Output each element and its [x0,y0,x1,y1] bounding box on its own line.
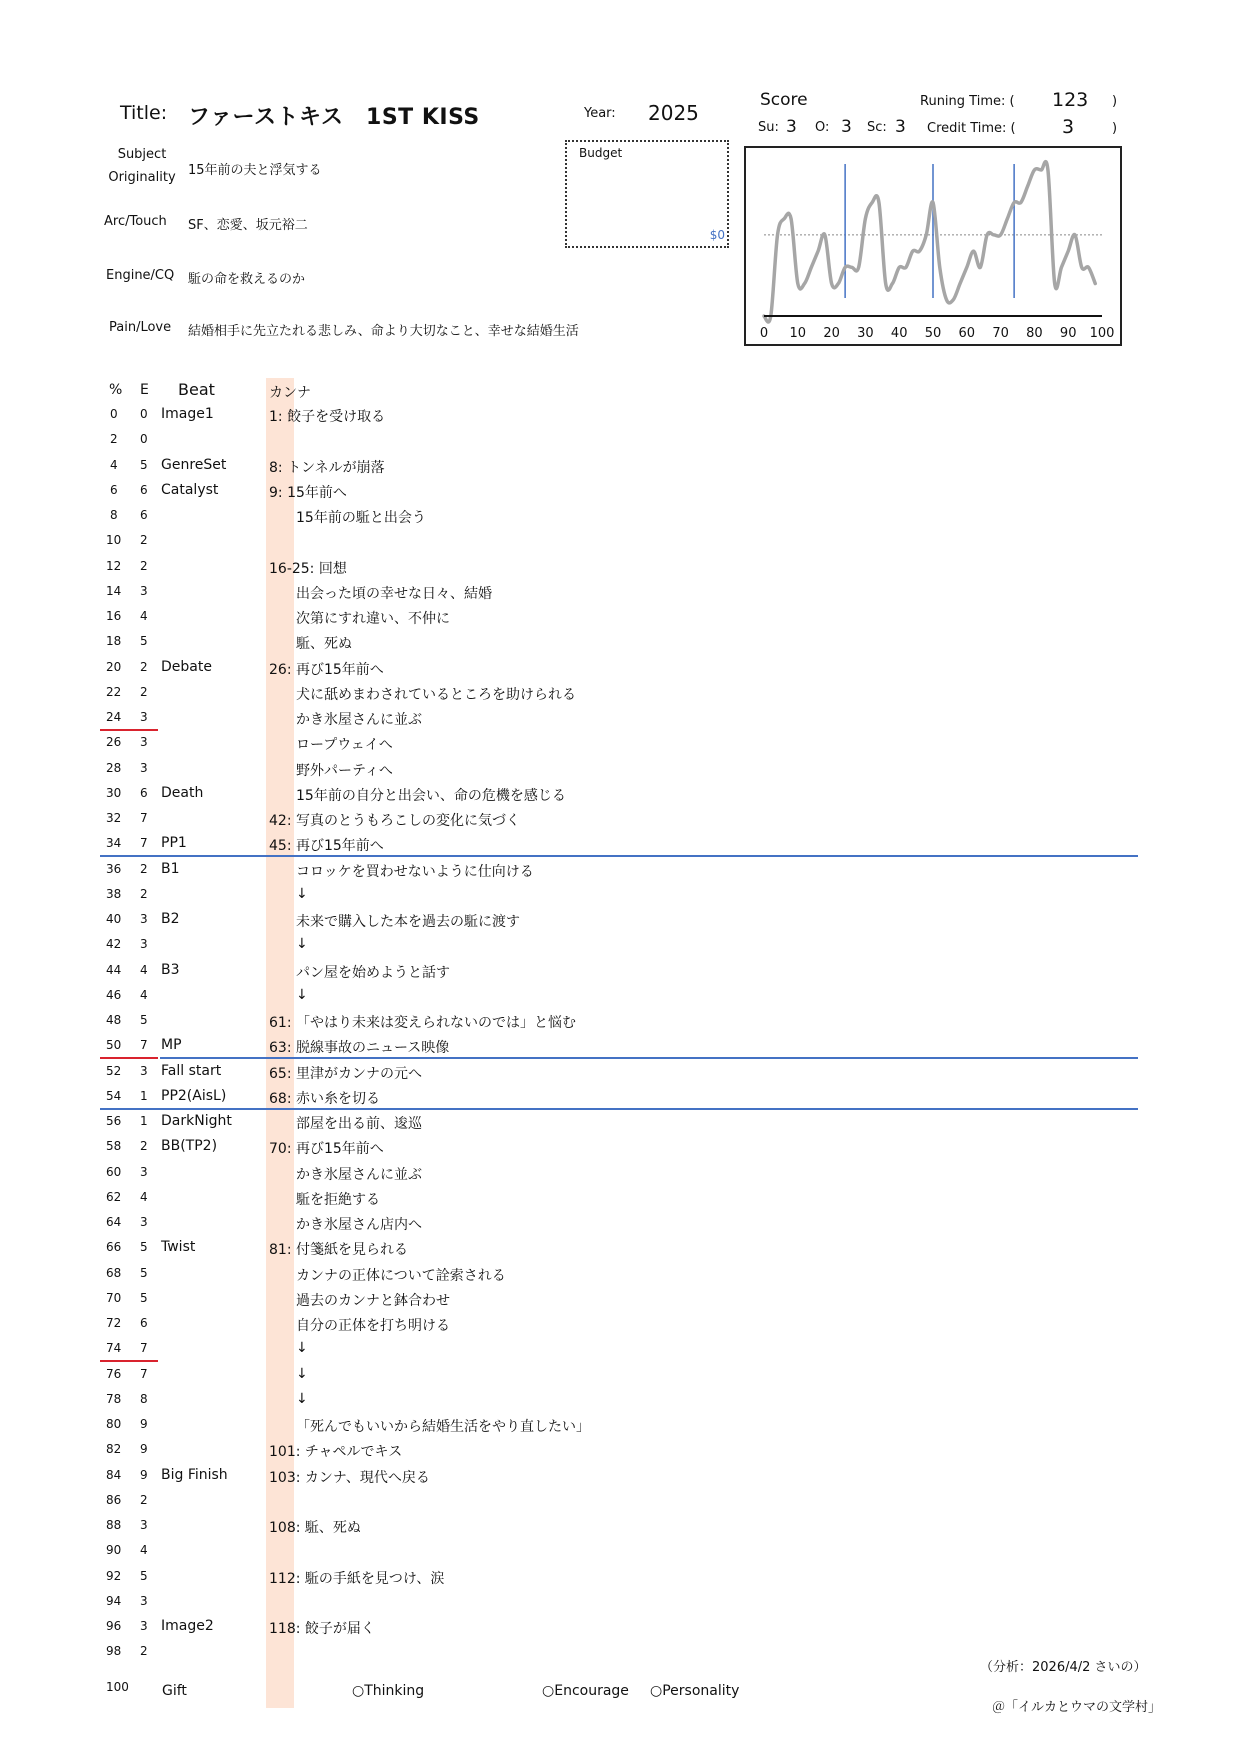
row-event: 63: 脱線事故のニュース映像 [269,1040,450,1057]
row-e: 3 [140,1063,148,1078]
row-e: 5 [140,1568,148,1583]
row-e: 9 [140,1442,148,1457]
row-e: 3 [140,1619,148,1633]
x-tick-label: 100 [1089,326,1115,341]
row-event: ↓ [296,936,308,953]
page-title: ファーストキス 1ST KISS [188,105,480,130]
row-e: 2 [140,1644,148,1659]
row-pct: 20 [106,659,122,674]
x-tick-label: 90 [1059,326,1077,341]
row-e: 2 [140,533,148,548]
row-pct: 54 [106,1088,122,1103]
emotion-chart-svg [746,148,1120,344]
section-divider [100,855,1138,857]
row-e: 4 [140,1189,148,1204]
row-event: 45: 再び15年前へ [269,838,384,855]
row-pct: 40 [106,912,122,926]
option-personality[interactable] [650,1683,739,1699]
row-pct: 78 [106,1391,122,1406]
row-pct: 34 [106,836,122,851]
year-value: 2025 [648,101,699,125]
row-pct: 46 [106,987,122,1002]
row-pct: 42 [106,937,122,952]
row-pct: 76 [106,1366,122,1381]
row-e: 7 [140,1341,148,1356]
x-tick-label: 20 [823,326,840,341]
section-divider [100,1057,158,1059]
row-e: 5 [140,1290,148,1305]
row-e: 2 [140,861,148,876]
pain-label: Pain/Love [109,320,172,335]
option-personality-label: Personality [662,1683,740,1699]
row-e: 7 [140,811,148,825]
budget-box [565,140,729,248]
row-event: 15年前の駈と出会う [296,510,426,526]
x-tick-label: 50 [924,326,942,341]
row-pct: 88 [106,1518,122,1532]
row-event: 42: 写真のとうもろこしの変化に気づく [269,813,520,829]
credit-time-value: 3 [1062,116,1075,138]
row-event: 部屋を出る前、逡巡 [296,1116,422,1132]
row-pct: 0 [110,407,118,421]
o-label: O: [815,120,830,135]
row-pct: 48 [106,1013,122,1027]
row-pct: 58 [106,1139,122,1154]
row-beat: BB(TP2) [161,1138,218,1155]
option-thinking-label: Thinking [364,1683,425,1699]
x-tick-label: 60 [958,326,976,341]
subject-value: 15年前の夫と浮気する [188,163,322,178]
row-pct: 30 [106,785,122,800]
row-e: 4 [140,1543,148,1558]
running-time-label: Runing Time: ( [920,94,1015,109]
row-event: 61: 「やはり未来は変えられないのでは」と悩む [269,1015,576,1031]
row-event: ロープウェイへ [296,737,393,754]
row-e: 3 [140,710,148,724]
credit-note: ＠「イルカとウマの文学村」 [992,1700,1162,1715]
row-event: ↓ [296,1390,308,1407]
row-pct: 10 [106,533,122,548]
row-pct: 82 [106,1442,122,1457]
row-pct: 22 [106,684,122,699]
option-encourage[interactable] [542,1683,629,1699]
row-event: コロッケを買わせないように仕向ける [296,863,534,880]
x-tick-label: 10 [789,326,807,341]
row-e: 7 [140,1366,148,1381]
row-pct: 32 [106,811,122,825]
subject-label-line1: Subject [117,147,167,162]
radio-personality-icon: ○ [650,1683,663,1699]
row-event: カンナの正体について詮索される [296,1267,506,1284]
row-pct: 64 [106,1215,122,1229]
row-e: 8 [140,1391,148,1406]
row-event: ↓ [296,1340,308,1357]
x-tick-label: 40 [890,326,908,341]
row-pct: 8 [110,508,118,522]
row-beat: Death [161,784,204,801]
radio-encourage-icon: ○ [542,1683,555,1699]
row-pct: 52 [106,1063,122,1078]
row-beat: B3 [161,961,180,978]
row-pct: 14 [106,583,122,598]
row-event: 野外パーティへ [296,762,393,779]
row-pct: 90 [106,1543,122,1558]
row-event: かき氷屋さんに並ぶ [296,1166,422,1183]
row-e: 0 [140,407,148,421]
sc-label: Sc: [867,120,887,135]
row-beat: Fall start [161,1062,222,1079]
row-event: 81: 付箋紙を見られる [269,1242,408,1259]
arc-label: Arc/Touch [104,214,167,229]
row-e: 3 [140,937,148,952]
row-pct: 80 [106,1417,122,1431]
section-divider [160,1057,1138,1059]
row-event: 103: カンナ、現代へ戻る [269,1469,430,1486]
row-e: 2 [140,1492,148,1507]
row-e: 2 [140,558,148,573]
row-e: 6 [140,785,148,800]
row-pct: 2 [110,432,118,447]
su-label: Su: [758,120,779,135]
row-e: 9 [140,1417,148,1431]
x-tick-label: 30 [857,326,874,341]
row-e: 4 [140,609,148,623]
analysis-note: （分析：2026/4/2 さいの） [980,1660,1147,1675]
row-pct: 96 [106,1619,122,1633]
row-event: 16-25: 回想 [269,560,347,577]
row-e: 5 [140,1265,148,1280]
row-event: 26: 再び15年前へ [269,661,384,678]
title-label: Title: [120,102,168,124]
o-value: 3 [841,117,852,137]
row-event: 108: 駈、死ぬ [269,1520,361,1536]
row-event: 駈を拒絶する [296,1191,380,1208]
row-event: ↓ [296,986,308,1003]
row-e: 2 [140,886,148,901]
row-pct: 6 [110,482,118,497]
year-label: Year: [584,106,616,121]
row-pct: 12 [106,558,122,573]
row-event: 101: チャペルでキス [269,1444,403,1461]
row-event: 65: 里津がカンナの元へ [269,1065,422,1082]
section-divider [100,729,158,731]
row-event: ↓ [296,885,308,902]
row-event: 68: 赤い糸を切る [269,1090,380,1107]
row-e: 3 [140,735,148,750]
running-time-value: 123 [1052,89,1089,111]
row-e: 1 [140,1088,148,1103]
row-event: 112: 駈の手紙を見つけ、涙 [269,1570,445,1587]
row-beat: B2 [161,911,180,927]
row-beat: B1 [161,860,180,877]
row-e: 7 [140,836,148,851]
row-e: 1 [140,1114,148,1128]
row-beat: Image1 [161,406,214,422]
row-pct: 72 [106,1316,122,1330]
row-e: 2 [140,1139,148,1154]
row-e: 6 [140,1316,148,1330]
row-e: 5 [140,1240,148,1255]
arc-value: SF、恋愛、坂元裕二 [188,218,308,233]
row-e: 0 [140,432,148,447]
option-encourage-label: Encourage [554,1683,629,1699]
row-beat: DarkNight [161,1113,232,1129]
credit-time-label: Credit Time: ( [927,121,1016,136]
row-pct: 60 [106,1164,122,1179]
section-divider [100,1360,158,1362]
row-e: 6 [140,508,148,522]
section-divider [100,1108,1138,1110]
row-pct: 94 [106,1593,122,1608]
subject-label-line2: Originality [108,170,176,185]
row-e: 2 [140,659,148,674]
row-e: 3 [140,1518,148,1532]
gift-label: Gift [162,1683,187,1699]
row-e: 3 [140,583,148,598]
row-e: 5 [140,457,148,472]
credit-time-close: ) [1112,121,1118,136]
row-event: 駈、死ぬ [296,636,352,653]
emotion-series-line [764,162,1095,322]
row-pct: 92 [106,1568,122,1583]
row-e: 6 [140,482,148,497]
row-beat: PP2(AisL) [161,1087,227,1104]
row-pct: 74 [106,1341,122,1356]
row-pct: 50 [106,1038,122,1053]
row-event: 8: トンネルが崩落 [269,459,385,476]
row-event: 次第にすれ違い、不仲に [296,611,450,627]
row-pct: 24 [106,710,122,724]
row-event: 未来で購入した本を過去の駈に渡す [296,914,520,930]
row-e: 4 [140,987,148,1002]
engine-label: Engine/CQ [106,268,175,283]
row-event: ↓ [296,1365,308,1382]
header-e: E [140,382,149,398]
row-event: 「死んでもいいから結婚生活をやり直したい」 [296,1419,590,1435]
row-pct: 98 [106,1644,122,1659]
row-pct: 56 [106,1114,122,1128]
pain-value: 結婚相手に先立たれる悲しみ、命より大切なこと、幸せな結婚生活 [188,324,579,339]
header-beat: Beat [178,380,215,399]
row-pct: 28 [106,760,122,775]
row-e: 3 [140,912,148,926]
row-beat: PP1 [161,835,187,852]
row-event: かき氷屋さん店内へ [296,1217,422,1233]
row-beat: Twist [161,1239,196,1256]
row-e: 3 [140,1593,148,1608]
row-e: 5 [140,1013,148,1027]
row-pct: 86 [106,1492,122,1507]
engine-value: 駈の命を救えるのか [188,272,306,287]
row-pct: 68 [106,1265,122,1280]
row-beat: GenreSet [161,456,227,473]
row-e: 7 [140,1038,148,1053]
row-e: 9 [140,1467,148,1482]
option-thinking[interactable] [352,1683,424,1699]
row-pct: 18 [106,634,122,649]
row-beat: Image2 [161,1618,214,1634]
row-event: 15年前の自分と出会い、命の危機を感じる [296,787,566,804]
budget-label: Budget [579,146,623,160]
running-time-close: ) [1112,94,1118,109]
score-label: Score [760,90,808,110]
x-tick-label: 0 [759,326,769,341]
x-tick-label: 80 [1026,326,1043,341]
row-event: 自分の正体を打ち明ける [296,1318,450,1334]
row-event: 出会った頃の幸せな日々、結婚 [296,585,492,602]
su-value: 3 [786,117,797,137]
row-event: 1: 餃子を受け取る [269,409,386,425]
row-event: 118: 餃子が届く [269,1621,375,1637]
radio-thinking-icon: ○ [352,1683,365,1699]
row-beat: Catalyst [161,481,219,498]
row-pct: 4 [110,457,118,472]
row-pct: 70 [106,1290,122,1305]
row-event: 9: 15年前へ [269,484,347,501]
row-event: パン屋を始めようと話す [296,964,450,981]
x-tick-label: 70 [992,326,1009,341]
row-beat: Debate [161,658,212,675]
row-event: 犬に舐めまわされているところを助けられる [296,686,576,703]
row-event: 過去のカンナと鉢合わせ [296,1292,450,1309]
row-event: 70: 再び15年前へ [269,1141,384,1158]
row-beat: Big Finish [161,1466,228,1483]
row-pct: 26 [106,735,122,750]
row-e: 4 [140,962,148,977]
budget-amount: $0 [709,228,725,242]
row-pct: 36 [106,861,122,876]
last-pct: 100 [106,1680,129,1694]
row-e: 3 [140,1164,148,1179]
row-e: 2 [140,684,148,699]
row-pct: 38 [106,886,122,901]
row-beat: MP [161,1037,182,1054]
row-e: 3 [140,760,148,775]
header-kanna: カンナ [269,385,311,401]
row-pct: 62 [106,1189,122,1204]
row-pct: 16 [106,609,122,623]
emotion-chart [744,146,1122,346]
row-event: かき氷屋さんに並ぶ [296,712,422,728]
header-pct: % [109,382,123,398]
sc-value: 3 [895,117,906,137]
row-e: 5 [140,634,148,649]
row-e: 3 [140,1215,148,1229]
row-pct: 84 [106,1467,122,1482]
row-pct: 66 [106,1240,122,1255]
subject-label [100,143,184,189]
row-pct: 44 [106,962,122,977]
